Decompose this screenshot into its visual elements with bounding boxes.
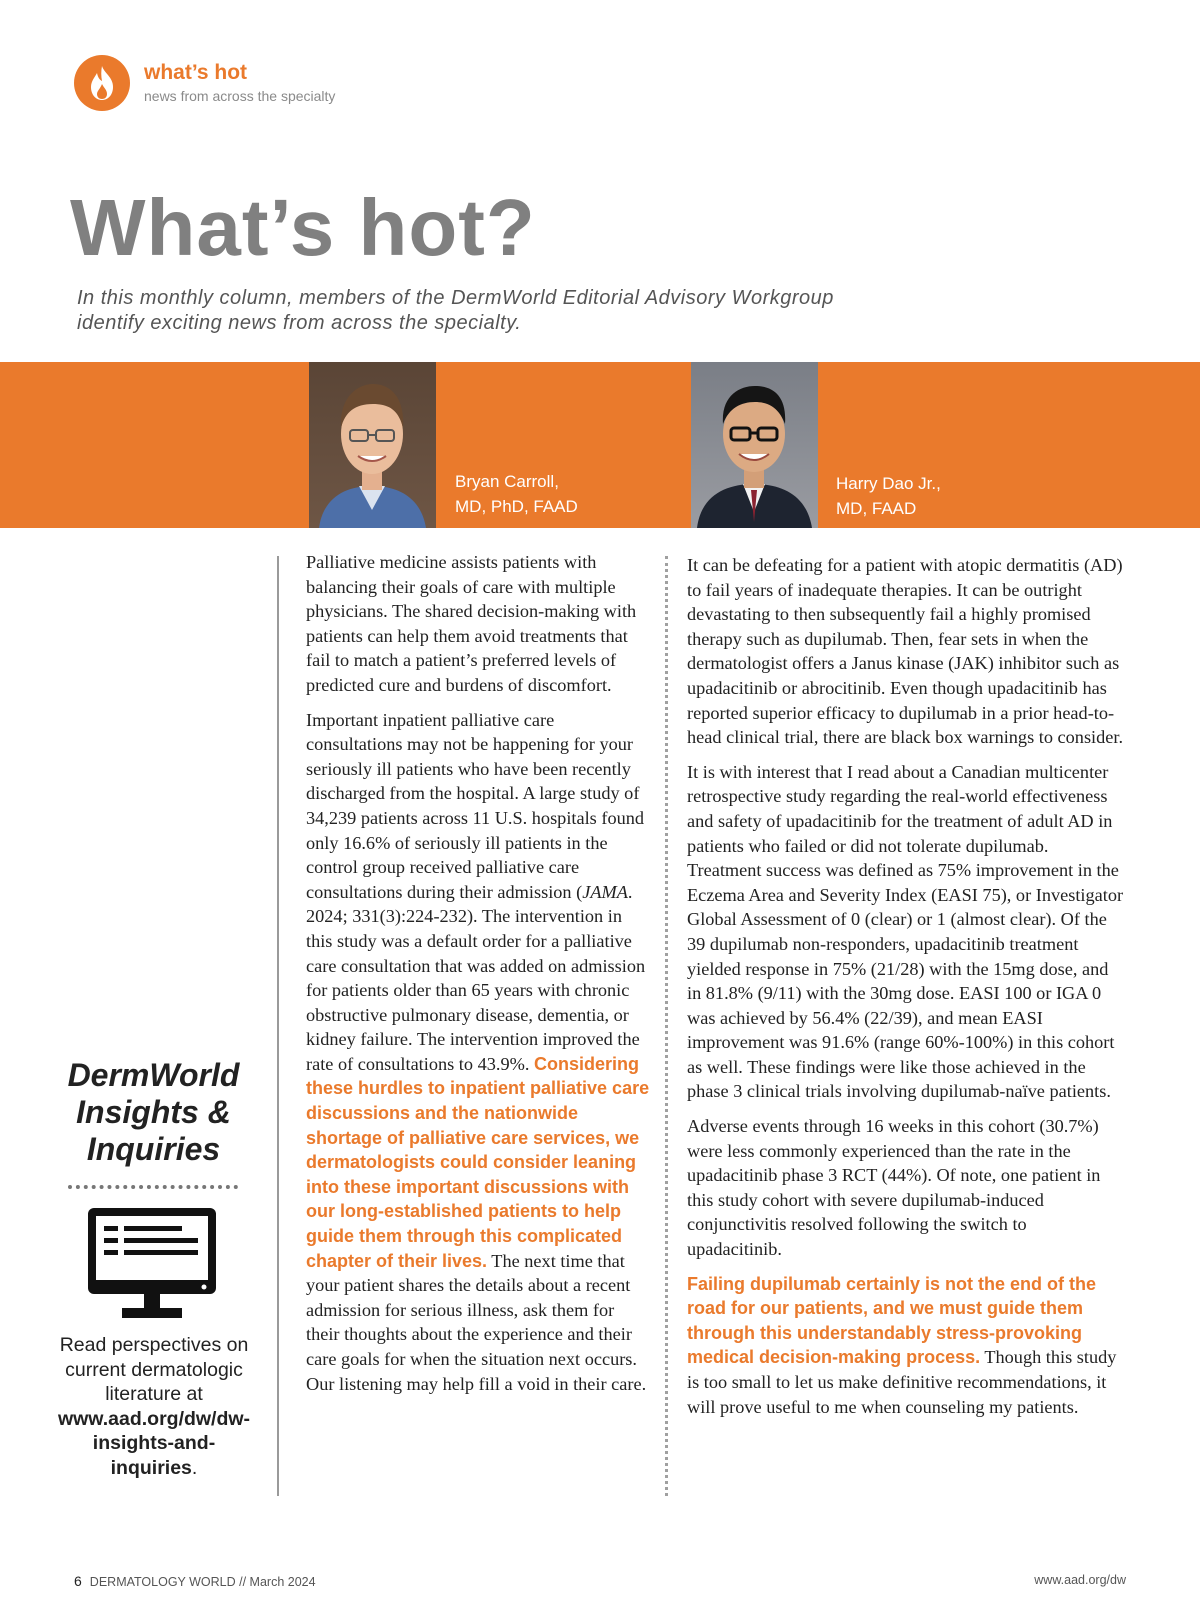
- sidebar-description: Read perspectives on current dermatologic literature at: [59, 1334, 249, 1406]
- article-column-carroll: [306, 550, 651, 1406]
- sidebar-divider: [68, 1185, 238, 1189]
- page-number: 6: [74, 1573, 82, 1589]
- monitor-icon: [86, 1206, 218, 1327]
- section-title: what’s hot: [144, 61, 248, 84]
- section-subtitle: news from across the specialty: [144, 88, 336, 104]
- highlight-text: Considering these hurdles to inpatient palliative care discussions and the nationwide shortage of palliative care services, we dermatologists could consider leaning into these important discussions with our long-established patients to help guide them through this complicated chapter of their lives.: [306, 1053, 650, 1271]
- author-name: Bryan Carroll,: [455, 472, 559, 491]
- author-photo-dao: [691, 362, 818, 528]
- text-run: Though this study is too small to let us make definitive recommendations, it will prove useful to me when counseling my patients.: [687, 1347, 1117, 1417]
- portrait-illustration: [309, 362, 436, 528]
- sidebar-link[interactable]: www.aad.org/dw/dw-insights-and-inquiries: [57, 1407, 251, 1479]
- sidebar-punctuation: .: [191, 1456, 198, 1479]
- intro-text: In this monthly column, members of the DermWorld Editorial Advisory Workgroup identify exciting news from across the specialty.: [77, 287, 834, 334]
- paragraph: [687, 1272, 1125, 1420]
- highlight-text: Failing dupilumab certainly is not the end of the road for our patients, and we must guide them through this understandably stress-provoking medical decision-making process.: [687, 1273, 1097, 1368]
- publication-info: DERMATOLOGY WORLD // March 2024: [89, 1575, 316, 1589]
- paragraph: It can be defeating for a patient with atopic dermatitis (AD) to fail years of inadequate therapies. It can be outright devastating to then subsequently fail a highly promised therapy such as dupilumab. Then, fear sets in when the dermatologist offers a Janus kinase (JAK) inhibitor such as upadacitinib or abrocitinib. Even though upadacitinib has reported superior efficacy to dupilumab in a prior head-to-head clinical trial, there are black box warnings to consider.: [687, 555, 1124, 748]
- page-title: What’s hot?: [70, 183, 536, 272]
- article-column-dao: [687, 553, 1125, 1429]
- sidebar-title: DermWorld Insights & Inquiries: [67, 1057, 240, 1167]
- text-run: Important inpatient palliative care consultations may not be happening for your seriously ill patients who have been recently discharged from the hospital. A large study of 34,239 patients across 11 U.S. hospitals found only 16.6% of seriously ill patients in the control group received palliative care consultations during their admission (: [306, 709, 645, 902]
- paragraph: Palliative medicine assists patients with balancing their goals of care with multiple physicians. The shared decision-making with patients can help them avoid treatments that fail to match a patient’s preferred levels of predicted cure and burdens of discomfort.: [306, 552, 637, 695]
- author-name-carroll: [455, 469, 578, 519]
- author-band: [0, 362, 1200, 528]
- footer-left: [74, 1573, 316, 1589]
- text-run: The next time that your patient shares the details about a recent admission for serious illness, ask them for their thoughts about the experience and their care goals for when the situation next occurs. Our listening may help fill a void in their care.: [306, 1250, 647, 1394]
- author-photo-carroll: [309, 362, 436, 528]
- column-divider-solid: [277, 556, 279, 1496]
- footer-website[interactable]: www.aad.org/dw: [1034, 1573, 1126, 1587]
- column-divider-dotted: [665, 556, 668, 1496]
- paragraph: It is with interest that I read about a Canadian multicenter retrospective study regarding the real-world effectiveness and safety of upadacitinib for the treatment of adult AD in patients who failed or did not tolerate dupilumab. Treatment success was defined as 75% improvement in the Eczema Area and Severity Index (EASI 75), or Investigator Global Assessment of 0 (clear) or 1 (almost clear). Of the 39 dupilumab non-responders, upadacitinib treatment yielded response in 75% (21/28) with the 15mg dose, and in 81.8% (9/11) with the 30mg dose. EASI 100 or IGA 0 was achieved by 56.4% (22/39), and mean EASI improvement was 91.6% (range 60%-100%) in this cohort as well. These findings were like those achieved in the phase 3 clinical trials involving dupilumab-naïve patients.: [687, 761, 1124, 1102]
- paragraph: [306, 708, 651, 1397]
- journal-name: JAMA: [582, 881, 628, 902]
- author-credentials: MD, PhD, FAAD: [455, 497, 578, 516]
- author-name-dao: [836, 471, 941, 521]
- sidebar-text: [54, 1333, 254, 1481]
- portrait-illustration: [691, 362, 818, 528]
- author-name: Harry Dao Jr.,: [836, 474, 941, 493]
- author-credentials: MD, FAAD: [836, 499, 917, 518]
- flame-badge: [74, 55, 130, 111]
- flame-icon: [86, 64, 118, 102]
- paragraph: Adverse events through 16 weeks in this cohort (30.7%) were less commonly experienced than the rate in the upadacitinib phase 3 RCT (44%). Of note, one patient in this study cohort with severe dupilumab-induced conjunctivitis resolved following the switch to upadacitinib.: [687, 1116, 1101, 1260]
- text-run: . 2024; 331(3):224-232). The intervention in this study was a default order for a palliative care consultation that was added on admission for patients older than 65 years with chronic obstructive pulmonary disease, dementia, or kidney failure. The intervention improved the rate of consultations to 43.9%.: [306, 881, 646, 1074]
